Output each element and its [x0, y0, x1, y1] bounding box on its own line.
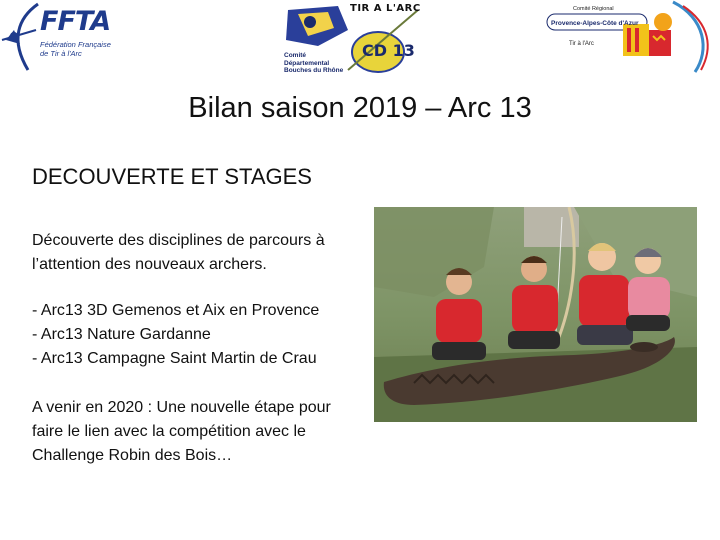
- page-title: Bilan saison 2019 – Arc 13: [188, 92, 532, 124]
- list-item: - Arc13 Nature Gardanne: [32, 326, 211, 343]
- ffta-logo: [0, 0, 115, 75]
- cd13-name: Comité Départemental Bouches du Rhône: [284, 52, 344, 74]
- cd13-badge: CD 13: [362, 41, 415, 60]
- outro-paragraph: A venir en 2020 : Une nouvelle étape pour faire le lien avec la compétition avec le Challenge Robin des Bois…: [32, 399, 331, 464]
- section-heading: DECOUVERTE ET STAGES: [32, 164, 312, 189]
- ffta-subtitle: Fédération Française de Tir à l'Arc: [40, 40, 111, 58]
- intro-paragraph: Découverte des disciplines de parcours à l’attention des nouveaux archers.: [32, 232, 325, 273]
- ligue-line1: Comité Régional: [573, 6, 614, 12]
- group-photo: [374, 207, 697, 422]
- ligue-line3: Tir à l'Arc: [569, 41, 594, 47]
- cd13-top-text: TIR A L'ARC: [350, 3, 421, 14]
- activity-list: [32, 299, 372, 371]
- ligue-paca-logo: [545, 0, 720, 75]
- list-item: - Arc13 3D Gemenos et Aix en Provence: [32, 302, 320, 319]
- ligue-emblem-icon: [545, 0, 720, 75]
- ligue-line2: Provence-Alpes-Côte d'Azur: [551, 20, 639, 27]
- ffta-wordmark: FFTA: [40, 6, 111, 37]
- list-item: - Arc13 Campagne Saint Martin de Crau: [32, 350, 317, 367]
- kids-with-3d-target-image: [374, 207, 697, 422]
- cd13-logo: [278, 0, 428, 80]
